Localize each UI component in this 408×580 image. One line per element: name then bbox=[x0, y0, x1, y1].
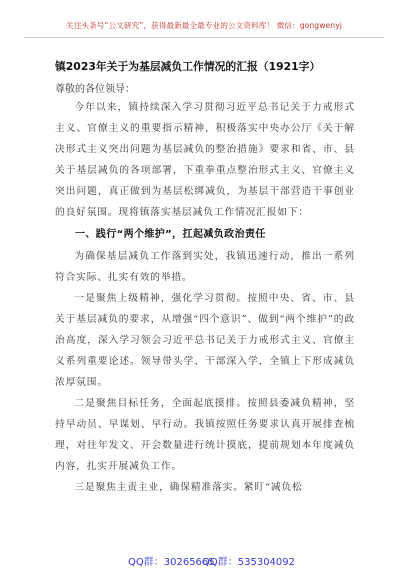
header-banner bbox=[24, 13, 384, 38]
salutation: 尊敬的各位领导： bbox=[55, 84, 135, 95]
qq-group-2: QQ群：535304092 bbox=[202, 557, 296, 568]
section-heading: 一、践行“两个维护”，扛起减负政治责任 bbox=[75, 229, 266, 240]
document-title: 镇2023年关于为基层减负工作情况的汇报（1921字） bbox=[55, 60, 321, 73]
paragraph: 二是聚焦目标任务，全面起底摸排。按照县委减负精神，坚持早动员、早谋划、早行动。我镇按照任务要求认真开展排查梳理，对往年发文、开会数量进行统计摸底，提前规划本年度减负内容，扎实开展减负工作。 bbox=[55, 398, 355, 472]
paragraph-intro: 今年以来，镇持续深入学习贯彻习近平总书记关于力戒形式主义、官僚主义的重要指示精神，积极落实中央办公厅《关于解决形式主义突出问题为基层减负的整治措施》要求和省、市、县关于基层减负的各项部署，下重拳重点整治形式主义、官僚主义突出问题，真正做到为基层松绑减负，为基层干部营造干事创业的良好氛围。现将镇落实基层减负工作情况汇报如下： bbox=[55, 102, 355, 218]
qq-group-1: QQ群：30265665 bbox=[128, 557, 215, 568]
document-body bbox=[55, 97, 355, 498]
banner-text: 关注头条号“公文研究”，获得最新最全最专业的公文资料库！ 微信：gongwenyj bbox=[66, 21, 342, 30]
paragraph: 一是聚焦上级精神，强化学习贯彻。按照中央、省、市、县关于基层减负的要求，从增强“四个意识”、做到“两个维护”的政治高度，深入学习领会习近平总书记关于力戒形式主义、官僚主义系列重要论述。领导带头学、干部深入学，全镇上下形成减负浓厚氛围。 bbox=[55, 293, 355, 388]
paragraph: 三是聚焦主责主业，确保精准落实。紧盯“减负松 bbox=[74, 482, 303, 493]
paragraph: 为确保基层减负工作落到实处，我镇迅速行动，推出一系列符合实际、扎实有效的举措。 bbox=[55, 251, 355, 283]
